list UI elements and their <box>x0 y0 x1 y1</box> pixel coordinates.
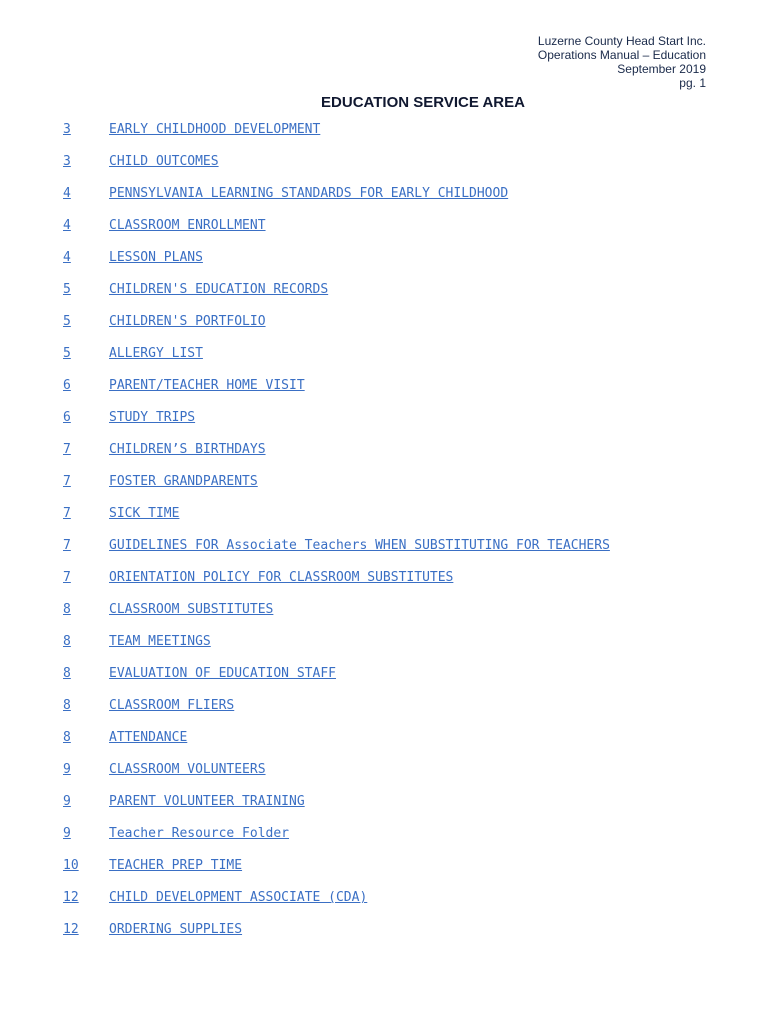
toc-entry[interactable] <box>63 376 753 408</box>
toc-page-link[interactable]: 3 <box>63 122 71 137</box>
organization-name: Luzerne County Head Start Inc. <box>537 34 706 48</box>
toc-section-link[interactable]: CHILD OUTCOMES <box>109 154 219 169</box>
toc-section-link[interactable]: GUIDELINES FOR Associate Teachers WHEN SUBSTITUTING FOR TEACHERS <box>109 538 610 553</box>
toc-section-link[interactable]: FOSTER GRANDPARENTS <box>109 474 258 489</box>
toc-page-link[interactable]: 9 <box>63 794 71 809</box>
toc-section-link[interactable]: ALLERGY LIST <box>109 346 203 361</box>
toc-entry[interactable] <box>63 920 753 952</box>
page-number: pg. 1 <box>679 76 706 90</box>
toc-section-link[interactable]: PARENT VOLUNTEER TRAINING <box>109 794 305 809</box>
toc-entry[interactable] <box>63 696 753 728</box>
toc-entry[interactable] <box>63 280 753 312</box>
toc-section-link[interactable]: PENNSYLVANIA LEARNING STANDARDS FOR EARLY CHILDHOOD <box>109 186 509 201</box>
toc-page-link[interactable]: 7 <box>63 570 71 585</box>
toc-entry[interactable] <box>63 504 753 536</box>
toc-section-link[interactable]: TEACHER PREP TIME <box>109 858 243 873</box>
toc-section-link[interactable]: SICK TIME <box>109 506 180 521</box>
toc-section-link[interactable]: CLASSROOM VOLUNTEERS <box>109 762 266 777</box>
toc-entry[interactable] <box>63 248 753 280</box>
toc-section-link[interactable]: Teacher Resource Folder <box>109 826 290 841</box>
toc-entry[interactable] <box>63 728 753 760</box>
toc-page-link[interactable]: 7 <box>63 506 71 521</box>
table-of-contents <box>63 120 753 952</box>
toc-section-link[interactable]: EVALUATION OF EDUCATION STAFF <box>109 666 336 681</box>
toc-page-link[interactable]: 5 <box>63 346 71 361</box>
toc-section-link[interactable]: CLASSROOM FLIERS <box>109 698 235 713</box>
manual-date: September 2019 <box>617 62 706 76</box>
toc-entry[interactable] <box>63 408 753 440</box>
toc-entry[interactable] <box>63 856 753 888</box>
toc-page-link[interactable]: 4 <box>63 186 71 201</box>
toc-page-link[interactable]: 10 <box>63 858 79 873</box>
toc-section-link[interactable]: STUDY TRIPS <box>109 410 196 425</box>
toc-section-link[interactable]: ORIENTATION POLICY FOR CLASSROOM SUBSTITUTES <box>109 570 454 585</box>
toc-page-link[interactable]: 6 <box>63 378 71 393</box>
toc-entry[interactable] <box>63 120 753 152</box>
toc-section-link[interactable]: CLASSROOM ENROLLMENT <box>109 218 266 233</box>
toc-entry[interactable] <box>63 216 753 248</box>
toc-page-link[interactable]: 7 <box>63 538 71 553</box>
toc-section-link[interactable]: CLASSROOM SUBSTITUTES <box>109 602 274 617</box>
toc-page-link[interactable]: 12 <box>63 890 79 905</box>
toc-section-link[interactable]: CHILDREN’S BIRTHDAYS <box>109 442 266 457</box>
page-header <box>538 34 706 90</box>
toc-page-link[interactable]: 9 <box>63 762 71 777</box>
toc-page-link[interactable]: 8 <box>63 666 71 681</box>
toc-page-link[interactable]: 7 <box>63 474 71 489</box>
toc-entry[interactable] <box>63 536 753 568</box>
page-title: EDUCATION SERVICE AREA <box>321 94 525 111</box>
toc-section-link[interactable]: ATTENDANCE <box>109 730 188 745</box>
toc-section-link[interactable]: EARLY CHILDHOOD DEVELOPMENT <box>109 122 321 137</box>
toc-page-link[interactable]: 12 <box>63 922 79 937</box>
toc-page-link[interactable]: 7 <box>63 442 71 457</box>
toc-entry[interactable] <box>63 888 753 920</box>
toc-page-link[interactable]: 4 <box>63 250 71 265</box>
toc-section-link[interactable]: CHILD DEVELOPMENT ASSOCIATE (CDA) <box>109 890 368 905</box>
toc-entry[interactable] <box>63 760 753 792</box>
toc-page-link[interactable]: 8 <box>63 634 71 649</box>
toc-page-link[interactable]: 8 <box>63 730 71 745</box>
toc-entry[interactable] <box>63 600 753 632</box>
toc-entry[interactable] <box>63 440 753 472</box>
toc-entry[interactable] <box>63 152 753 184</box>
toc-page-link[interactable]: 8 <box>63 698 71 713</box>
toc-page-link[interactable]: 8 <box>63 602 71 617</box>
toc-entry[interactable] <box>63 184 753 216</box>
toc-entry[interactable] <box>63 632 753 664</box>
toc-section-link[interactable]: CHILDREN'S PORTFOLIO <box>109 314 266 329</box>
toc-entry[interactable] <box>63 824 753 856</box>
toc-entry[interactable] <box>63 344 753 376</box>
toc-page-link[interactable]: 9 <box>63 826 71 841</box>
toc-entry[interactable] <box>63 664 753 696</box>
toc-section-link[interactable]: TEAM MEETINGS <box>109 634 211 649</box>
toc-section-link[interactable]: CHILDREN'S EDUCATION RECORDS <box>109 282 329 297</box>
toc-section-link[interactable]: PARENT/TEACHER HOME VISIT <box>109 378 305 393</box>
toc-entry[interactable] <box>63 312 753 344</box>
toc-section-link[interactable]: ORDERING SUPPLIES <box>109 922 243 937</box>
toc-page-link[interactable]: 3 <box>63 154 71 169</box>
toc-page-link[interactable]: 4 <box>63 218 71 233</box>
toc-entry[interactable] <box>63 472 753 504</box>
toc-entry[interactable] <box>63 568 753 600</box>
toc-entry[interactable] <box>63 792 753 824</box>
toc-page-link[interactable]: 6 <box>63 410 71 425</box>
toc-section-link[interactable]: LESSON PLANS <box>109 250 203 265</box>
toc-page-link[interactable]: 5 <box>63 282 71 297</box>
manual-title: Operations Manual – Education <box>537 48 706 62</box>
toc-page-link[interactable]: 5 <box>63 314 71 329</box>
